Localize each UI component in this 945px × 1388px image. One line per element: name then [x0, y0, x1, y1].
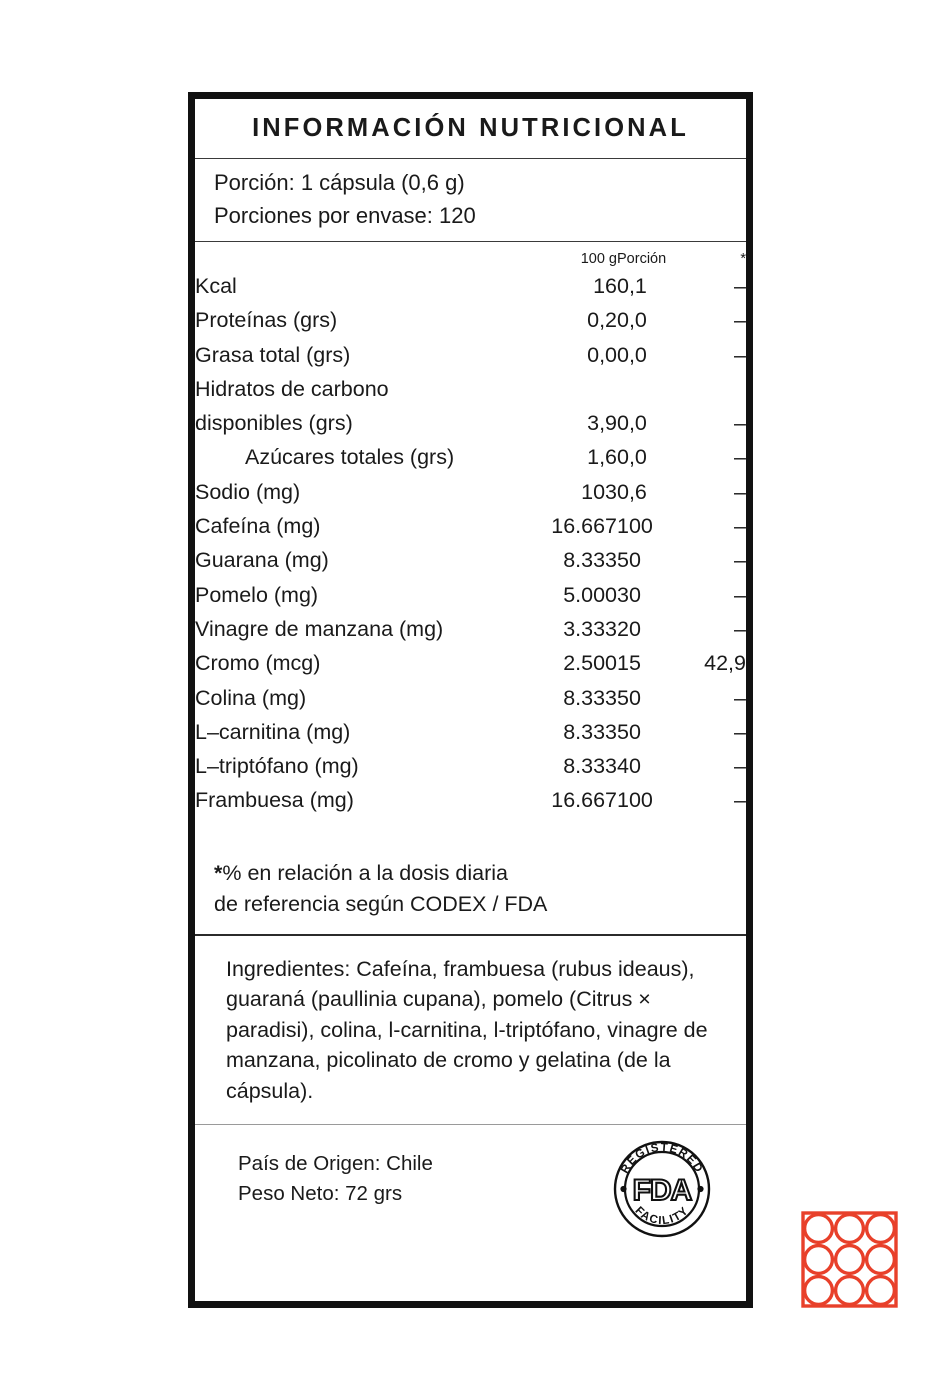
table-row: [195, 475, 746, 509]
nutrient-per-100g: 5.000: [563, 582, 617, 607]
nutrient-name: Frambuesa (mg): [195, 788, 354, 813]
nutrient-percent-daily: –: [734, 479, 746, 504]
nutrient-name: Hidratos de carbono: [195, 376, 389, 401]
nutrient-per-portion: [617, 372, 695, 406]
svg-text:REGISTERED: [619, 1142, 705, 1176]
nutrient-name: Guarana (mg): [195, 548, 329, 573]
table-row: [195, 509, 746, 543]
table-row: [195, 303, 746, 337]
table-row: [195, 372, 746, 406]
footer-band: [195, 1125, 746, 1257]
nutrient-name: Cafeína (mg): [195, 514, 321, 539]
nutrient-percent-daily: 42,9: [704, 651, 746, 676]
nutrient-name: L–triptófano (mg): [195, 754, 359, 779]
registration-circle: [867, 1246, 895, 1274]
registration-circle: [836, 1277, 864, 1305]
registration-circle: [836, 1246, 864, 1274]
table-row: [195, 612, 746, 646]
table-header-row: [195, 251, 746, 269]
nutrient-percent-daily: –: [734, 548, 746, 573]
table-row: [195, 681, 746, 715]
nutrient-per-portion: 0,0: [617, 445, 647, 470]
serving-portion: Porción: 1 cápsula (0,6 g): [214, 170, 465, 195]
seal-center-text: FDA: [632, 1174, 692, 1208]
nutrient-percent-daily: –: [734, 582, 746, 607]
nutrient-per-100g: 8.333: [563, 719, 617, 744]
nutrient-percent-daily: –: [734, 411, 746, 436]
nutrient-per-100g: 3,9: [587, 411, 617, 436]
table-row: [195, 749, 746, 783]
nutrient-percent-daily: –: [734, 308, 746, 333]
nutrient-per-100g: 16.667: [551, 514, 617, 539]
page-title: INFORMACIÓN NUTRICIONAL: [252, 114, 689, 142]
nutrient-name: Vinagre de manzana (mg): [195, 616, 444, 641]
nutrient-per-100g: 0,2: [587, 308, 617, 333]
nutrient-name: Sodio (mg): [195, 479, 301, 504]
serving-per-container: Porciones por envase: 120: [214, 203, 476, 228]
seal-bottom-text: FACILITY: [632, 1204, 692, 1228]
nutrient-per-100g: 16: [593, 274, 617, 298]
table-row: [195, 646, 746, 680]
nutrient-name: Colina (mg): [195, 685, 307, 710]
nutrient-percent-daily: –: [734, 719, 746, 744]
table-row: [195, 440, 746, 474]
nutrient-per-portion: 50: [617, 719, 641, 744]
table-row: [195, 338, 746, 372]
footnote-line-2: de referencia según CODEX / FDA: [214, 891, 548, 916]
svg-text:FACILITY: [632, 1205, 691, 1228]
label-title-band: [195, 99, 746, 159]
nutrient-name: Proteínas (grs): [195, 308, 338, 333]
nutrient-percent-daily: –: [734, 754, 746, 779]
nutrient-per-100g: 8.333: [563, 685, 617, 710]
footnote-band: [195, 818, 746, 936]
nutrient-name: Kcal: [195, 274, 237, 298]
nutrient-per-portion: 50: [617, 685, 641, 710]
table-row: [195, 543, 746, 577]
table-row: [195, 269, 746, 303]
nutrient-per-portion: 0,1: [617, 274, 647, 298]
nutrient-per-100g: 16.667: [551, 788, 617, 813]
nutrient-name: Pomelo (mg): [195, 582, 319, 607]
nutrient-per-portion: 15: [617, 651, 641, 676]
registration-circle: [805, 1246, 833, 1274]
column-header-per-100g: 100 g: [580, 251, 617, 267]
nutrient-per-100g: 0,0: [587, 342, 617, 367]
nutrient-per-portion: 50: [617, 548, 641, 573]
registration-circle: [867, 1215, 895, 1243]
nutrient-name: Cromo (mcg): [195, 651, 321, 676]
registration-circle: [836, 1215, 864, 1243]
nutrient-per-100g: 8.333: [563, 548, 617, 573]
registration-circle: [805, 1277, 833, 1305]
print-registration-mark-icon: [801, 1211, 898, 1308]
column-header-nutrient: [195, 251, 533, 269]
footnote-asterisk: *: [214, 860, 223, 885]
nutrient-name: Azúcares totales (grs): [245, 445, 455, 470]
ingredients-text: Ingredientes: Cafeína, frambuesa (rubus ideaus), guaraná (paullinia cupana), pomelo (Citrus × paradisi), colina, l-carnitina, l-triptófano, vinagre de manzana, picolinato de cromo y gelatina (de la cápsula).: [226, 956, 708, 1103]
table-row: [195, 783, 746, 817]
nutrient-per-portion: 40: [617, 754, 641, 779]
registration-circle: [867, 1277, 895, 1305]
footnote-text-1: % en relación a la dosis diaria: [222, 860, 509, 885]
nutrient-name: Grasa total (grs): [195, 342, 351, 367]
nutrient-percent-daily: –: [734, 445, 746, 470]
table-row: [195, 578, 746, 612]
nutrition-label-panel: [188, 92, 753, 1308]
nutrient-percent-daily: –: [734, 274, 746, 298]
net-weight: Peso Neto: 72 grs: [238, 1182, 403, 1206]
ingredients-band: [195, 936, 746, 1126]
nutrient-per-100g: 103: [581, 479, 617, 504]
nutrient-per-100g: 2.500: [563, 651, 617, 676]
nutrient-per-100g: 3.333: [563, 616, 617, 641]
nutrient-per-100g: 1,6: [587, 445, 617, 470]
nutrient-per-portion: 0,0: [617, 308, 647, 333]
seal-top-text: REGISTERED: [618, 1142, 706, 1176]
nutrient-percent-daily: –: [734, 685, 746, 710]
nutrient-table-band: [195, 242, 746, 818]
nutrient-per-portion: 30: [617, 582, 641, 607]
nutrient-per-portion: 0,6: [617, 479, 647, 504]
nutrient-per-portion: 0,0: [617, 411, 647, 436]
nutrient-per-portion: 100: [617, 788, 653, 813]
nutrient-table: [195, 251, 746, 818]
registration-circle: [805, 1215, 833, 1243]
nutrient-percent-daily: [695, 372, 746, 406]
nutrient-per-portion: 20: [617, 616, 641, 641]
nutrient-per-portion: 100: [617, 514, 653, 539]
column-header-per-portion: Porción: [617, 251, 667, 267]
nutrient-name: disponibles (grs): [195, 411, 353, 436]
nutrient-per-100g: 8.333: [563, 754, 617, 779]
nutrient-percent-daily: –: [734, 788, 746, 813]
nutrient-percent-daily: –: [734, 616, 746, 641]
table-row: [195, 715, 746, 749]
serving-info-band: [195, 159, 746, 242]
nutrient-per-portion: 0,0: [617, 342, 647, 367]
nutrient-name: L–carnitina (mg): [195, 719, 351, 744]
fda-registered-facility-seal-icon: [610, 1137, 714, 1241]
table-row: [195, 406, 746, 440]
footnote-line-1: [214, 858, 746, 889]
nutrient-percent-daily: –: [734, 342, 746, 367]
column-header-percent: *: [740, 251, 746, 267]
nutrient-table-body: [195, 269, 746, 818]
nutrient-per-100g: [533, 372, 617, 406]
nutrient-percent-daily: –: [734, 514, 746, 539]
country-of-origin: País de Origen: Chile: [238, 1152, 433, 1176]
